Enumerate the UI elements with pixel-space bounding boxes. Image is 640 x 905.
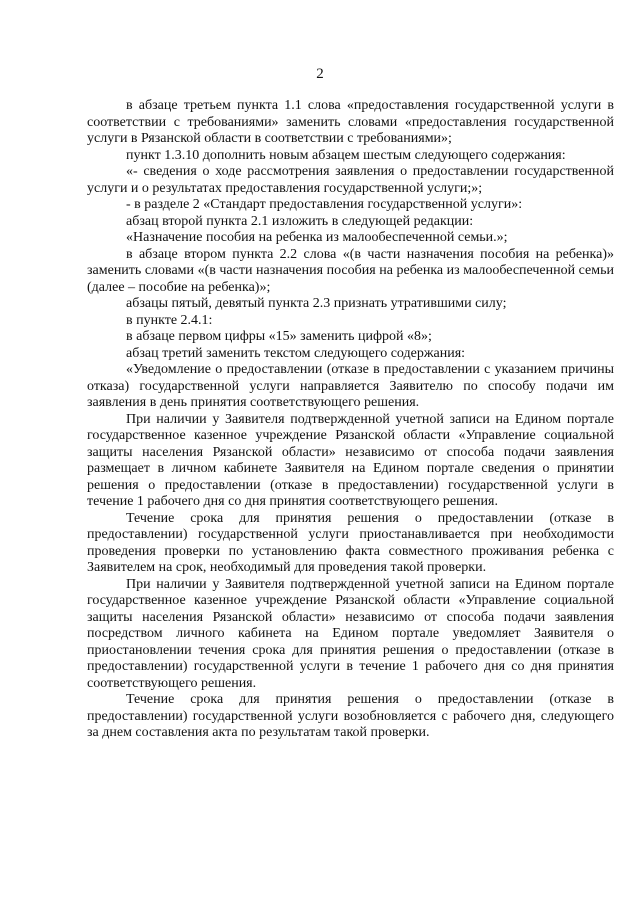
paragraph-9: в пункте 2.4.1: bbox=[126, 312, 213, 328]
page-number: 2 bbox=[316, 66, 324, 82]
paragraph-10: в абзаце первом цифры «15» заменить цифрой «8»; bbox=[126, 329, 432, 344]
paragraph-1: в абзаце третьем пункта 1.1 слова «предоставления государственной услуги в соответствии с требованиями» заменить словами «предоставления государственной услуги в Рязанской области в соответствии с требованиями»; bbox=[87, 98, 614, 146]
paragraph-7: в абзаце втором пункта 2.2 слова «(в части назначения пособия на ребенка)» заменить словами «(в части назначения пособия на ребенка из малообеспеченной семьи (далее – пособие на ребенка)»; bbox=[87, 246, 614, 295]
paragraph-6: «Назначение пособия на ребенка из малообеспеченной семьи.»; bbox=[126, 230, 508, 245]
paragraph-13: При наличии у Заявителя подтвержденной учетной записи на Едином портале государственное казенное учреждение Рязанской области «Управление социальной защиты населения Рязанской области» независимо от способа подачи заявления размещает в личном кабинете Заявителя на Едином портале сведения о принятии решения о предоставлении (отказе в предоставлении) государственной услуги в течение 1 рабочего дня со дня принятия соответствующего решения. bbox=[87, 411, 614, 509]
paragraph-12: «Уведомление о предоставлении (отказе в предоставлении с указанием причины отказа) государственной услуги направляется Заявителю по способу подачи им заявления в день принятия соответствующего решения. bbox=[87, 362, 614, 410]
paragraph-5: абзац второй пункта 2.1 изложить в следующей редакции: bbox=[126, 213, 474, 229]
paragraph-4: - в разделе 2 «Стандарт предоставления государственной услуги»: bbox=[126, 197, 523, 212]
paragraph-11: абзац третий заменить текстом следующего содержания: bbox=[126, 345, 466, 361]
paragraph-14: Течение срока для принятия решения о предоставлении (отказе в предоставлении) государственной услуги приостанавливается при необходимости проведения проверки по установлению факта совместного проживания ребенка с Заявителем на срок, необходимый для проведения такой проверки. bbox=[87, 510, 614, 575]
paragraph-16: Течение срока для принятия решения о предоставлении (отказе в предоставлении) государственной услуги возобновляется с рабочего дня, следующего за днем составления акта по результатам такой проверки. bbox=[87, 692, 614, 740]
paragraph-2: пункт 1.3.10 дополнить новым абзацем шестым следующего содержания: bbox=[126, 147, 566, 163]
paragraph-8: абзацы пятый, девятый пункта 2.3 признать утратившими силу; bbox=[126, 296, 507, 311]
document-body bbox=[87, 98, 614, 742]
paragraph-15: При наличии у Заявителя подтвержденной учетной записи на Едином портале государственное казенное учреждение Рязанской области «Управление социальной защиты населения Рязанской области» независимо от способа подачи заявления посредством личного кабинета на Едином портале уведомляет Заявителя о приостановлении течения срока для принятия решения о предоставлении (отказе в предоставлении) государственной услуги в течение 1 рабочего дня со дня принятия соответствующего решения. bbox=[87, 576, 614, 691]
paragraph-3: «- сведения о ходе рассмотрения заявления о предоставлении государственной услуги и о результатах предоставления государственной услуги;»; bbox=[87, 164, 614, 196]
